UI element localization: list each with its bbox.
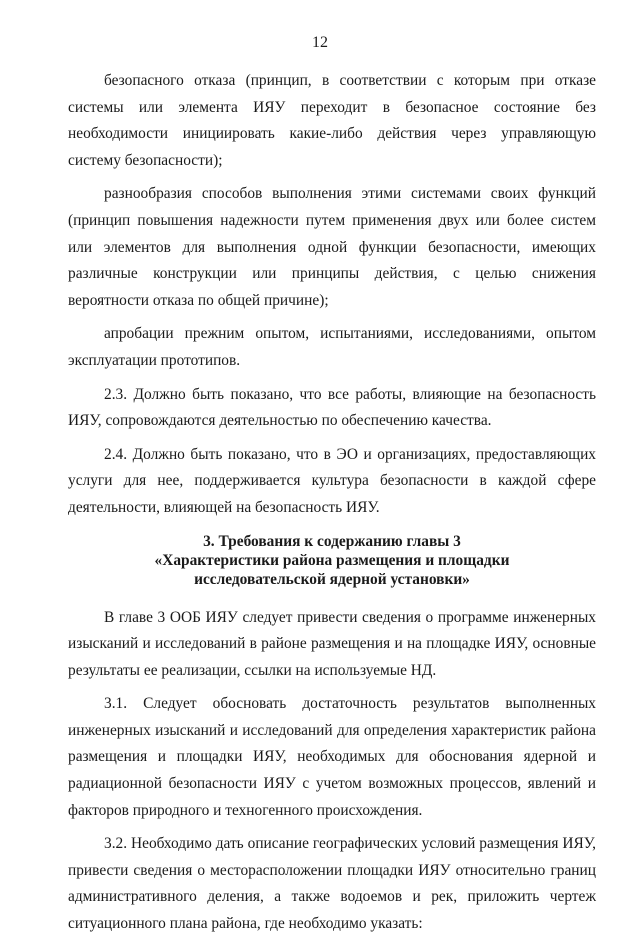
paragraph-proven-experience: апробации прежним опытом, испытаниями, исследованиями, опытом эксплуатации прототипов.	[68, 325, 596, 369]
section-heading	[68, 532, 596, 589]
heading-line-2: «Характеристики района размещения и площадки	[154, 551, 510, 569]
heading-line-1: 3. Требования к содержанию главы 3	[203, 532, 461, 550]
paragraph-diversity: разнообразия способов выполнения этими системами своих функций (принцип повышения надежности путем применения двух или более систем или элементов для выполнения одной функции безопасности, имеющих различные конструкции или принципы действия, с целью снижения вероятности отказа по общей причине);	[68, 185, 596, 309]
page-number: 12	[312, 34, 328, 51]
paragraph-2-3: 2.3. Должно быть показано, что все работы, влияющие на безопасность ИЯУ, сопровождаются деятельностью по обеспечению качества.	[68, 385, 596, 430]
paragraph-section-intro: В главе 3 ООБ ИЯУ следует привести сведения о программе инженерных изысканий и исследований в районе размещения и на площадке ИЯУ, основные результаты ее реализации, ссылки на используемые НД.	[68, 608, 596, 679]
paragraph-fail-safe: безопасного отказа (принцип, в соответствии с которым при отказе системы или элемента ИЯУ переходит в безопасное состояние без необходимости инициировать какие-либо действия через управляющую систему безопасности);	[68, 72, 596, 169]
document-body	[68, 68, 596, 945]
paragraph-3-1: 3.1. Следует обосновать достаточность результатов выполненных инженерных изысканий и исследований для определения характеристик района размещения и площадки ИЯУ, необходимых для обоснования ядерной и радиационной безопасности ИЯУ с учетом возможных процессов, явлений и факторов природного и техногенного происхождения.	[68, 695, 596, 819]
paragraph-2-4: 2.4. Должно быть показано, что в ЭО и организациях, предоставляющих услуги для нее, поддерживается культура безопасности в каждой сфере деятельности, влияющей на безопасность ИЯУ.	[68, 445, 596, 516]
heading-line-3: исследовательской ядерной установки»	[194, 570, 470, 588]
paragraph-3-2: 3.2. Необходимо дать описание географических условий размещения ИЯУ, привести сведения о месторасположении площадки ИЯУ относительно границ административного деления, а также водоемов и рек, приложить чертеж ситуационного плана района, где необходимо указать:	[68, 835, 596, 933]
